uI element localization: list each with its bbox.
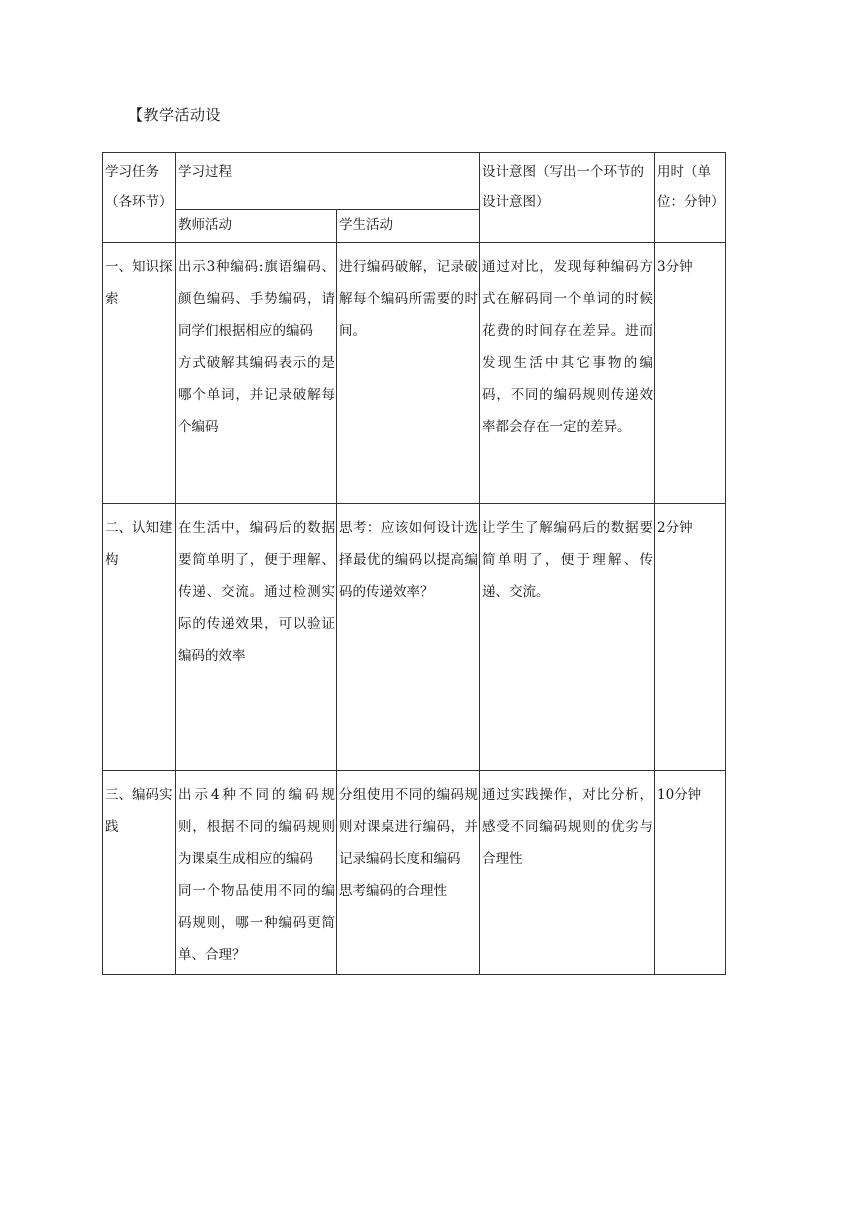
teacher-activity-para: 方式破解其编码表示的是哪个单词，并记录破解每个编码 <box>178 355 335 435</box>
student-activity-para: 思考编码的合理性 <box>339 883 447 899</box>
activity-table <box>102 152 726 975</box>
design-intent-cell: 让学生了解编码后的数据要简单明了，便于理解、传递、交流。 <box>480 504 655 771</box>
table-row <box>103 504 726 771</box>
student-activity-cell: 进行编码破解，记录破解每个编码所需要的时间。 <box>337 243 480 504</box>
teacher-activity-cell <box>176 771 337 975</box>
teacher-activity-cell: 在生活中，编码后的数据要简单明了，便于理解、传递、交流。通过检测实际的传递效果，可以验证编码的效率 <box>176 504 337 771</box>
header-design: 设计意图（写出一个环节的设计意图） <box>480 153 655 243</box>
header-task-cell <box>103 153 176 243</box>
section-heading: 【教学活动设 <box>128 106 222 124</box>
header-task-sub: （各环节） <box>105 194 173 210</box>
time-cell: 3分钟 <box>655 243 726 504</box>
stage-cell: 一、知识探索 <box>103 243 176 504</box>
teacher-activity-para: 出示4种不同的编码规则，根据不同的编码规则为课桌生成相应的编码 <box>178 787 335 867</box>
table-row <box>103 771 726 975</box>
student-activity-cell <box>337 771 480 975</box>
time-cell: 2分钟 <box>655 504 726 771</box>
header-student: 学生活动 <box>337 210 480 243</box>
student-activity-cell: 思考：应该如何设计选择最优的编码以提高编码的传递效率？ <box>337 504 480 771</box>
design-intent-cell: 通过对比，发现每种编码方式在解码同一个单词的时候花费的时间存在差异。进而发现生活中其它事物的编码，不同的编码规则传递效率都会存在一定的差异。 <box>480 243 655 504</box>
header-process: 学习过程 <box>176 153 480 210</box>
stage-cell: 三、编码实践 <box>103 771 176 975</box>
header-time: 用时（单位：分钟） <box>655 153 726 243</box>
student-activity-para: 分组使用不同的编码规则对课桌进行编码，并记录编码长度和编码 <box>339 787 478 867</box>
header-row <box>103 153 726 210</box>
table-row <box>103 243 726 504</box>
design-intent-cell: 通过实践操作，对比分析，感受不同编码规则的优劣与合理性 <box>480 771 655 975</box>
stage-cell: 二、认知建构 <box>103 504 176 771</box>
header-teacher: 教师活动 <box>176 210 337 243</box>
header-task: 学习任务 <box>105 164 159 180</box>
teacher-activity-cell <box>176 243 337 504</box>
time-cell: 10分钟 <box>655 771 726 975</box>
teacher-activity-para: 同一个物品使用不同的编码规则，哪一种编码更简单、合理？ <box>178 883 335 963</box>
teacher-activity-para: 出示3种编码:旗语编码、颜色编码、手势编码，请同学们根据相应的编码 <box>178 259 335 339</box>
